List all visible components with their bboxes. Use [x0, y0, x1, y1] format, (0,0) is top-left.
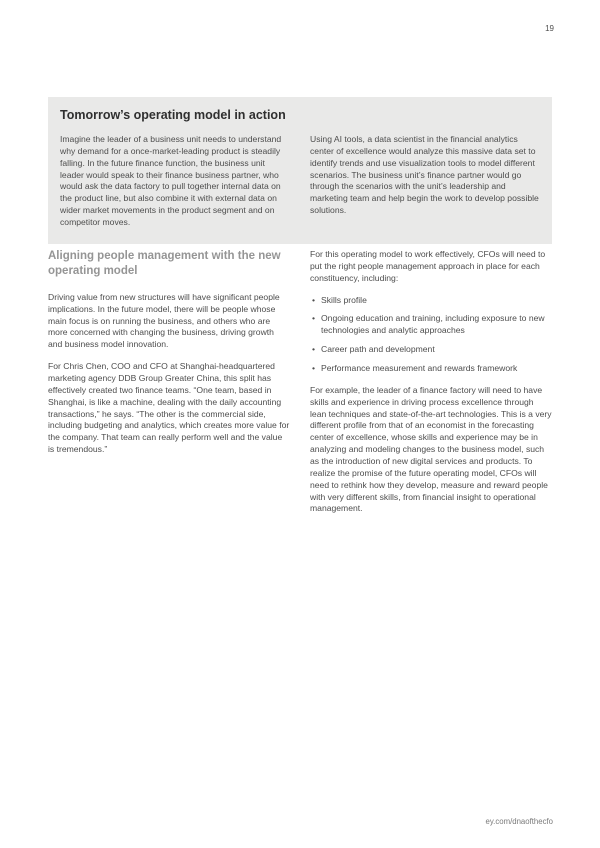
section-heading: Aligning people management with the new operating model	[48, 250, 281, 277]
main-content	[48, 249, 552, 525]
left-paragraph-2: For Chris Chen, COO and CFO at Shanghai-headquartered marketing agency DDB Group Greater China, this split has effectively created two finance teams. “One team, based in Shanghai, is like a machine, dealing with the daily accounting transactions,” he says. “The other is the commercial side, including budgeting and analytics, which creates more value for the company. That team can really perform well and the value is tremendous.”	[48, 361, 290, 455]
bullet-item: • Ongoing education and training, including exposure to new technologies and analytic approaches	[310, 313, 552, 337]
page-number: 19	[545, 24, 554, 33]
bullet-item: • Skills profile	[310, 295, 552, 307]
footer-link[interactable]: ey.com/dnaofthecfo	[485, 817, 553, 826]
right-column	[310, 249, 552, 525]
callout-title: Tomorrow’s operating model in action	[60, 108, 286, 122]
bullet-item: • Career path and development	[310, 344, 552, 356]
bullet-item: • Performance measurement and rewards framework	[310, 363, 552, 375]
callout-column-1: Imagine the leader of a business unit needs to understand why demand for a once-market-leading product is steadily falling. In the future finance function, the business unit leader would speak to their finance business partner, who would ask the data factory to pull together internal data on the product line, but also combine it with external data on wider market movements in the product segment and on competitor moves.	[60, 134, 282, 228]
right-outro-paragraph: For example, the leader of a finance factory will need to have skills and experience in driving process excellence through lean techniques and state-of-the-art technologies. This is a very different profile from that of an economist in the forecasting center of excellence, whose skills and experience may be in analyzing and modeling changes to the business model, such as the introduction of new digital services and products. To realize the promise of the future operating model, CFOs will need to rethink how they develop, measure and reward people with very different skills, from financial insight to operational management.	[310, 384, 552, 514]
left-column	[48, 249, 290, 525]
callout-columns	[60, 134, 540, 229]
left-paragraph-1: Driving value from new structures will have significant people implications. In the future model, there will be people whose main focus is on running the business, and others who are more concerned with changing the business, driving growth and business model innovation.	[48, 291, 280, 350]
callout-box	[48, 97, 552, 244]
callout-column-2: Using AI tools, a data scientist in the financial analytics center of excellence would analyze this massive data set to identify trends and use visualization tools to model different scenarios. The business unit’s finance partner would go through the scenarios with the unit’s leadership and marketing team and help begin the work to develop possible solutions.	[310, 134, 539, 216]
right-intro-paragraph: For this operating model to work effectively, CFOs will need to put the right people management approach in place for each constituency, including:	[310, 249, 546, 283]
bullet-list	[310, 295, 552, 375]
